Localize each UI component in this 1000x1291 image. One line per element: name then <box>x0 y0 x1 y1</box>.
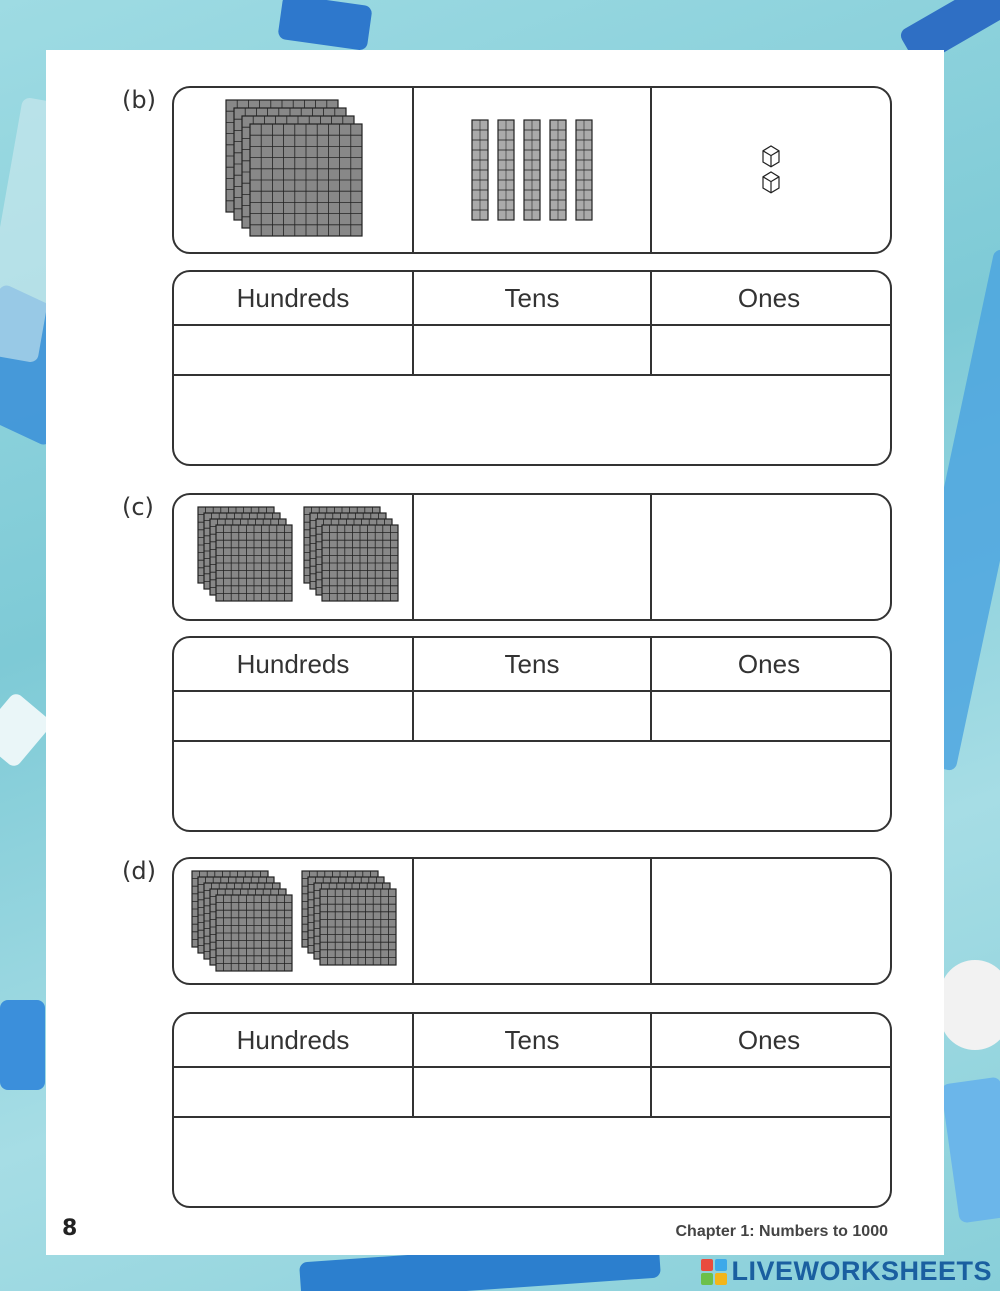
answer-cell-ones[interactable] <box>652 326 886 374</box>
header-tens: Tens <box>504 648 560 679</box>
liveworksheets-logo[interactable] <box>701 1256 992 1287</box>
question-label: (c) <box>122 493 154 521</box>
chapter-title: Chapter 1: Numbers to 1000 <box>675 1223 888 1240</box>
hundred-flat <box>216 525 292 601</box>
hundred-flat <box>320 889 396 965</box>
question-label: (d) <box>122 857 156 885</box>
hundred-flat <box>216 895 292 971</box>
liveworksheets-logo-icon <box>701 1259 727 1285</box>
base-ten-blocks-box <box>172 493 892 621</box>
answer-cell-hundreds[interactable] <box>174 326 412 374</box>
ten-rod <box>550 120 566 220</box>
header-ones: Ones <box>737 648 801 679</box>
hundred-flat <box>322 525 398 601</box>
header-ones: Ones <box>737 282 801 313</box>
one-cube <box>763 172 779 193</box>
ten-rod <box>576 120 592 220</box>
number-answer-area[interactable] <box>174 742 890 826</box>
answer-cell-tens[interactable] <box>414 326 650 374</box>
hundred-flat <box>250 124 362 236</box>
blocks-drawing <box>174 88 890 252</box>
header-hundreds: Hundreds <box>236 282 350 313</box>
answer-cell-hundreds[interactable] <box>174 1068 412 1116</box>
place-value-table <box>172 1012 892 1208</box>
brand-name: LIVEWORKSHEETS <box>731 1256 992 1286</box>
header-hundreds: Hundreds <box>236 648 350 679</box>
ten-rod <box>498 120 514 220</box>
answer-cell-tens[interactable] <box>414 1068 650 1116</box>
header-hundreds: Hundreds <box>236 1024 350 1055</box>
place-value-table <box>172 636 892 832</box>
answer-cell-ones[interactable] <box>652 692 886 740</box>
ten-rod <box>524 120 540 220</box>
page-number: 8 <box>62 1216 78 1241</box>
header-tens: Tens <box>504 1024 560 1055</box>
header-tens: Tens <box>504 282 560 313</box>
base-ten-blocks-box <box>172 857 892 985</box>
answer-cell-tens[interactable] <box>414 692 650 740</box>
number-answer-area[interactable] <box>174 376 890 460</box>
answer-cell-hundreds[interactable] <box>174 692 412 740</box>
answer-cell-ones[interactable] <box>652 1068 886 1116</box>
ten-rod <box>472 120 488 220</box>
base-ten-blocks-box <box>172 86 892 254</box>
number-answer-area[interactable] <box>174 1118 890 1202</box>
header-ones: Ones <box>737 1024 801 1055</box>
one-cube <box>763 146 779 167</box>
place-value-table <box>172 270 892 466</box>
blocks-drawing <box>174 495 890 619</box>
blocks-drawing <box>174 859 890 983</box>
question-label: (b) <box>122 86 156 114</box>
